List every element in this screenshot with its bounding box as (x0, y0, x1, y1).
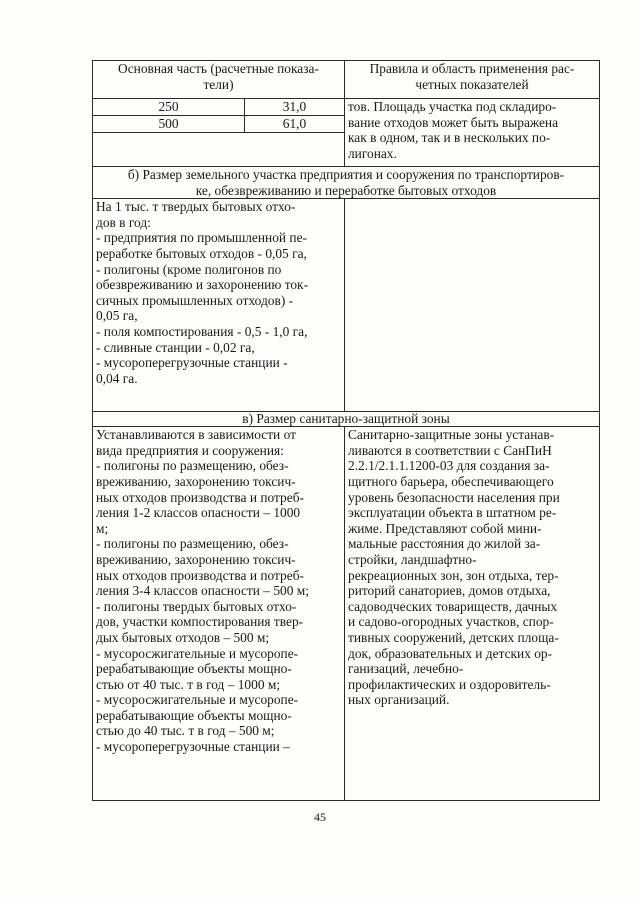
header-main-part: Основная часть (расчетные показа- тели) (93, 61, 345, 99)
area-value-cell: 61,0 (245, 116, 345, 133)
table-header-row (93, 61, 600, 99)
area-size-cell: 500 (93, 116, 245, 133)
continued-note-cell: тов. Площадь участка под складиро- вание отходов может быть выражена как в одном, так и в нескольких по- лигонах. (345, 99, 600, 167)
section-b-title: б) Размер земельного участка предприятия и сооружения по транспортиров- ке, обезвреживанию и переработке бытовых отходов (93, 167, 600, 199)
section-b-content-row (93, 199, 600, 412)
empty-cell (93, 133, 345, 167)
table-row (93, 99, 600, 116)
header-rules-scope: Правила и область применения рас- четных показателей (345, 61, 600, 99)
section-v-left-cell: Устанавливаются в зависимости от вида предприятия и сооружения: - полигоны по размещению, обез- вреживанию, захоронению токсич- ных отходов производства и потреб- ления 1-2 классов опасности – 1000 м; - полигоны по размещению, обез- вреживанию, захоронению токсич- ных отходов производства и потреб- ления 3-4 классов опасности – 500 м; - полигоны твердых бытовых отхо- дов, участки компостирования твер- дых бытовых отходов – 500 м; - мусоросжигательные и мусоропе- рерабатывающие объекты мощно- стью от 40 тыс. т в год – 1000 м; - мусоросжигательные и мусоропе- рерабатывающие объекты мощно- стью до 40 тыс. т в год – 500 м; - мусороперегрузочные станции – (93, 427, 345, 801)
section-b-left-cell: На 1 тыс. т твердых бытовых отхо- дов в год: - предприятия по промышленной пе- реработке бытовых отходов - 0,05 га, - полигоны (кроме полигонов по обезвреживанию и захоронению ток- сичных промышленных отходов) - 0,05 га, - поля компостирования - 0,5 - 1,0 га, - сливные станции - 0,02 га, - мусороперегрузочные станции - 0,04 га. (93, 199, 345, 412)
area-value-cell: 31,0 (245, 99, 345, 116)
section-v-content-row (93, 427, 600, 801)
section-b-title-row (93, 167, 600, 199)
section-b-right-cell (345, 199, 600, 412)
section-v-right-cell: Санитарно-защитные зоны устанав- ливаются в соответствии с СанПиН 2.2.1/2.1.1.1200-03 для создания за- щитного барьера, обеспечивающего уровень безопасности населения при эксплуатации объекта в штатном ре- жиме. Представляют собой мини- мальные расстояния до жилой за- стройки, ландшафтно- рекреационных зон, зон отдыха, тер- риторий санаториев, домов отдыха, садоводческих товариществ, дачных и садово-огородных участков, спор- тивных сооружений, детских площа- док, образовательных и детских ор- ганизаций, лечебно- профилактических и оздоровитель- ных организаций. (345, 427, 600, 801)
page-number: 45 (314, 810, 326, 824)
area-size-cell: 250 (93, 99, 245, 116)
section-v-title-row (93, 412, 600, 427)
section-v-title: в) Размер санитарно-защитной зоны (93, 412, 600, 427)
standards-table (92, 60, 600, 801)
